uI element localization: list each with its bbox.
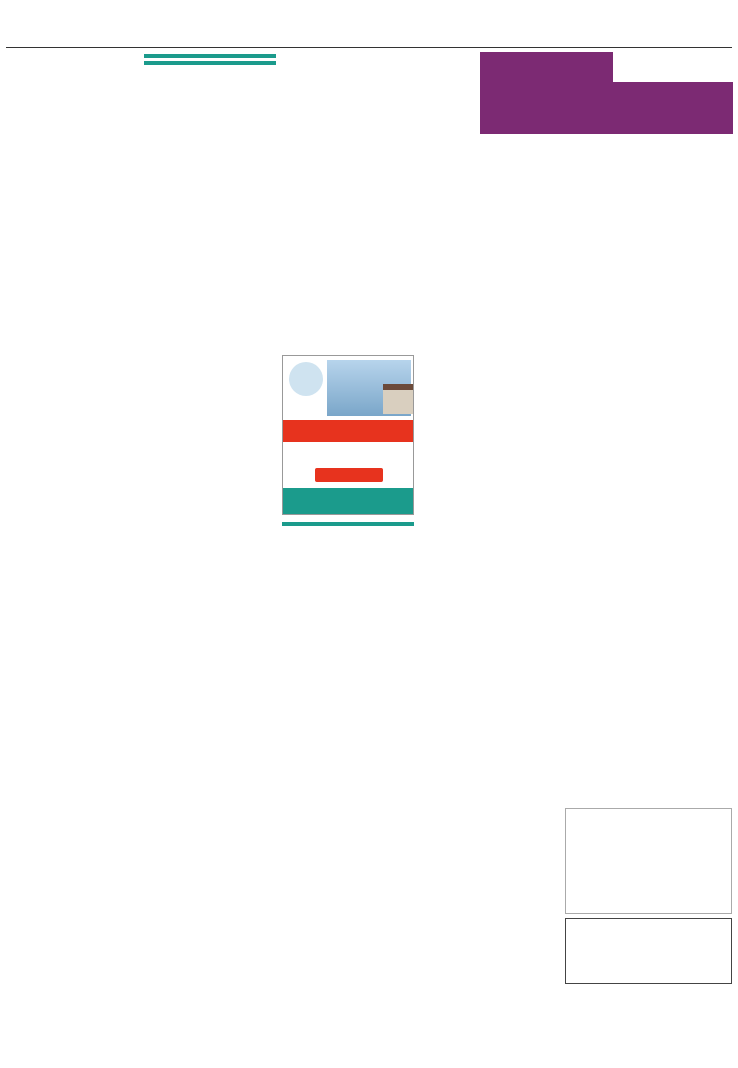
ad-brand <box>283 420 413 442</box>
house-illustration <box>383 384 414 414</box>
category-heading <box>282 522 414 526</box>
column-3 <box>282 52 414 352</box>
column-3-lower <box>282 520 414 1065</box>
column-2 <box>144 52 276 1062</box>
ad-photo <box>327 360 411 416</box>
column-1 <box>6 52 138 1062</box>
column-4 <box>420 140 552 1020</box>
color-dot-grid <box>572 815 727 893</box>
meetelement-ad <box>565 808 732 914</box>
ons-vakanties-ad[interactable] <box>282 355 414 515</box>
ons-logo <box>289 362 323 396</box>
book-now-button[interactable] <box>315 468 383 482</box>
koningshof-logo <box>613 52 733 82</box>
ad-info[interactable] <box>613 82 733 90</box>
category-heading <box>144 61 276 65</box>
category-heading <box>144 54 276 58</box>
page-header <box>6 4 732 48</box>
units-ad <box>565 918 732 984</box>
koningshof-ad-right <box>613 52 733 134</box>
ad-footer <box>283 488 413 514</box>
koningshof-ad[interactable] <box>480 52 733 134</box>
column-5 <box>565 140 697 800</box>
koningshof-ad-left <box>480 52 610 134</box>
